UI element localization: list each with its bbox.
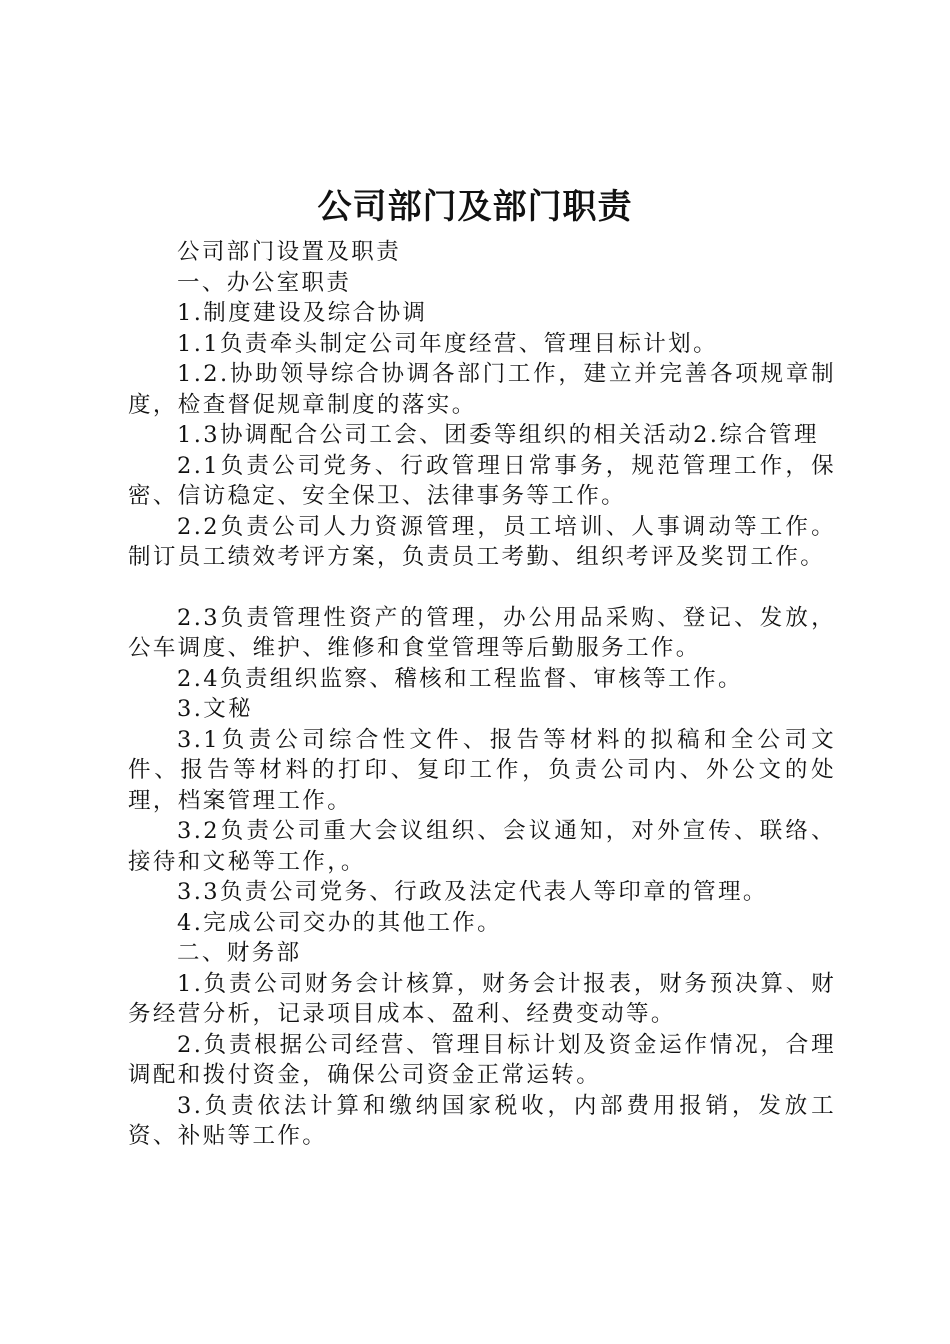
paragraph-item-1-2: 1.2.协助领导综合协调各部门工作，建立并完善各项规章制度，检查督促规章制度的落实。 [128,361,836,418]
paragraph-item-3-2: 3.2负责公司重大会议组织、会议通知，对外宣传、联络、接待和文秘等工作，。 [128,818,836,875]
document-title: 公司部门及部门职责 [317,187,633,227]
document-body [128,237,836,1152]
paragraph-item-2-1: 2.1负责公司党务、行政管理日常事务，规范管理工作，保密、信访稳定、安全保卫、法律事务等工作。 [128,452,836,509]
paragraph-item-2-4: 2.4负责组织监察、稽核和工程监督、审核等工作。 [177,665,743,692]
paragraph-gap [128,573,836,603]
paragraph-item-1: 1.制度建设及综合协调 [177,300,428,326]
paragraph-finance-heading: 二、财务部 [177,940,302,966]
paragraph-item-2-2: 2.2负责公司人力资源管理，员工培训、人事调动等工作。制订员工绩效考评方案，负责员工考勤、组织考评及奖罚工作。 [128,513,836,570]
paragraph-item-2-3: 2.3负责管理性资产的管理，办公用品采购、登记、发放，公车调度、维护、维修和食堂管理等后勤服务工作。 [128,604,836,661]
paragraph-finance-3: 3.负责依法计算和缴纳国家税收，内部费用报销，发放工资、补贴等工作。 [128,1092,836,1149]
paragraph-finance-1: 1.负责公司财务会计核算，财务会计报表，财务预决算、财务经营分析，记录项目成本、盈利、经费变动等。 [128,970,836,1027]
paragraph-item-3-3: 3.3负责公司党务、行政及法定代表人等印章的管理。 [177,879,768,905]
paragraph-item-4: 4.完成公司交办的其他工作。 [177,909,503,936]
paragraph-item-3-1: 3.1负责公司综合性文件、报告等材料的拟稿和全公司文件、报告等材料的打印、复印工作，负责公司内、外公文的处理，档案管理工作。 [128,726,836,814]
paragraph-section-heading: 公司部门设置及职责 [177,239,402,265]
paragraph-item-1-1: 1.1负责牵头制定公司年度经营、管理目标计划。 [177,330,718,357]
paragraph-item-3: 3.文秘 [177,696,254,722]
paragraph-office-heading: 一、办公室职责 [177,269,352,296]
paragraph-item-1-3: 1.3协调配合公司工会、团委等组织的相关活动2.综合管理 [177,422,819,448]
paragraph-finance-2: 2.负责根据公司经营、管理目标计划及资金运作情况，合理调配和拨付资金，确保公司资金正常运转。 [128,1031,836,1088]
